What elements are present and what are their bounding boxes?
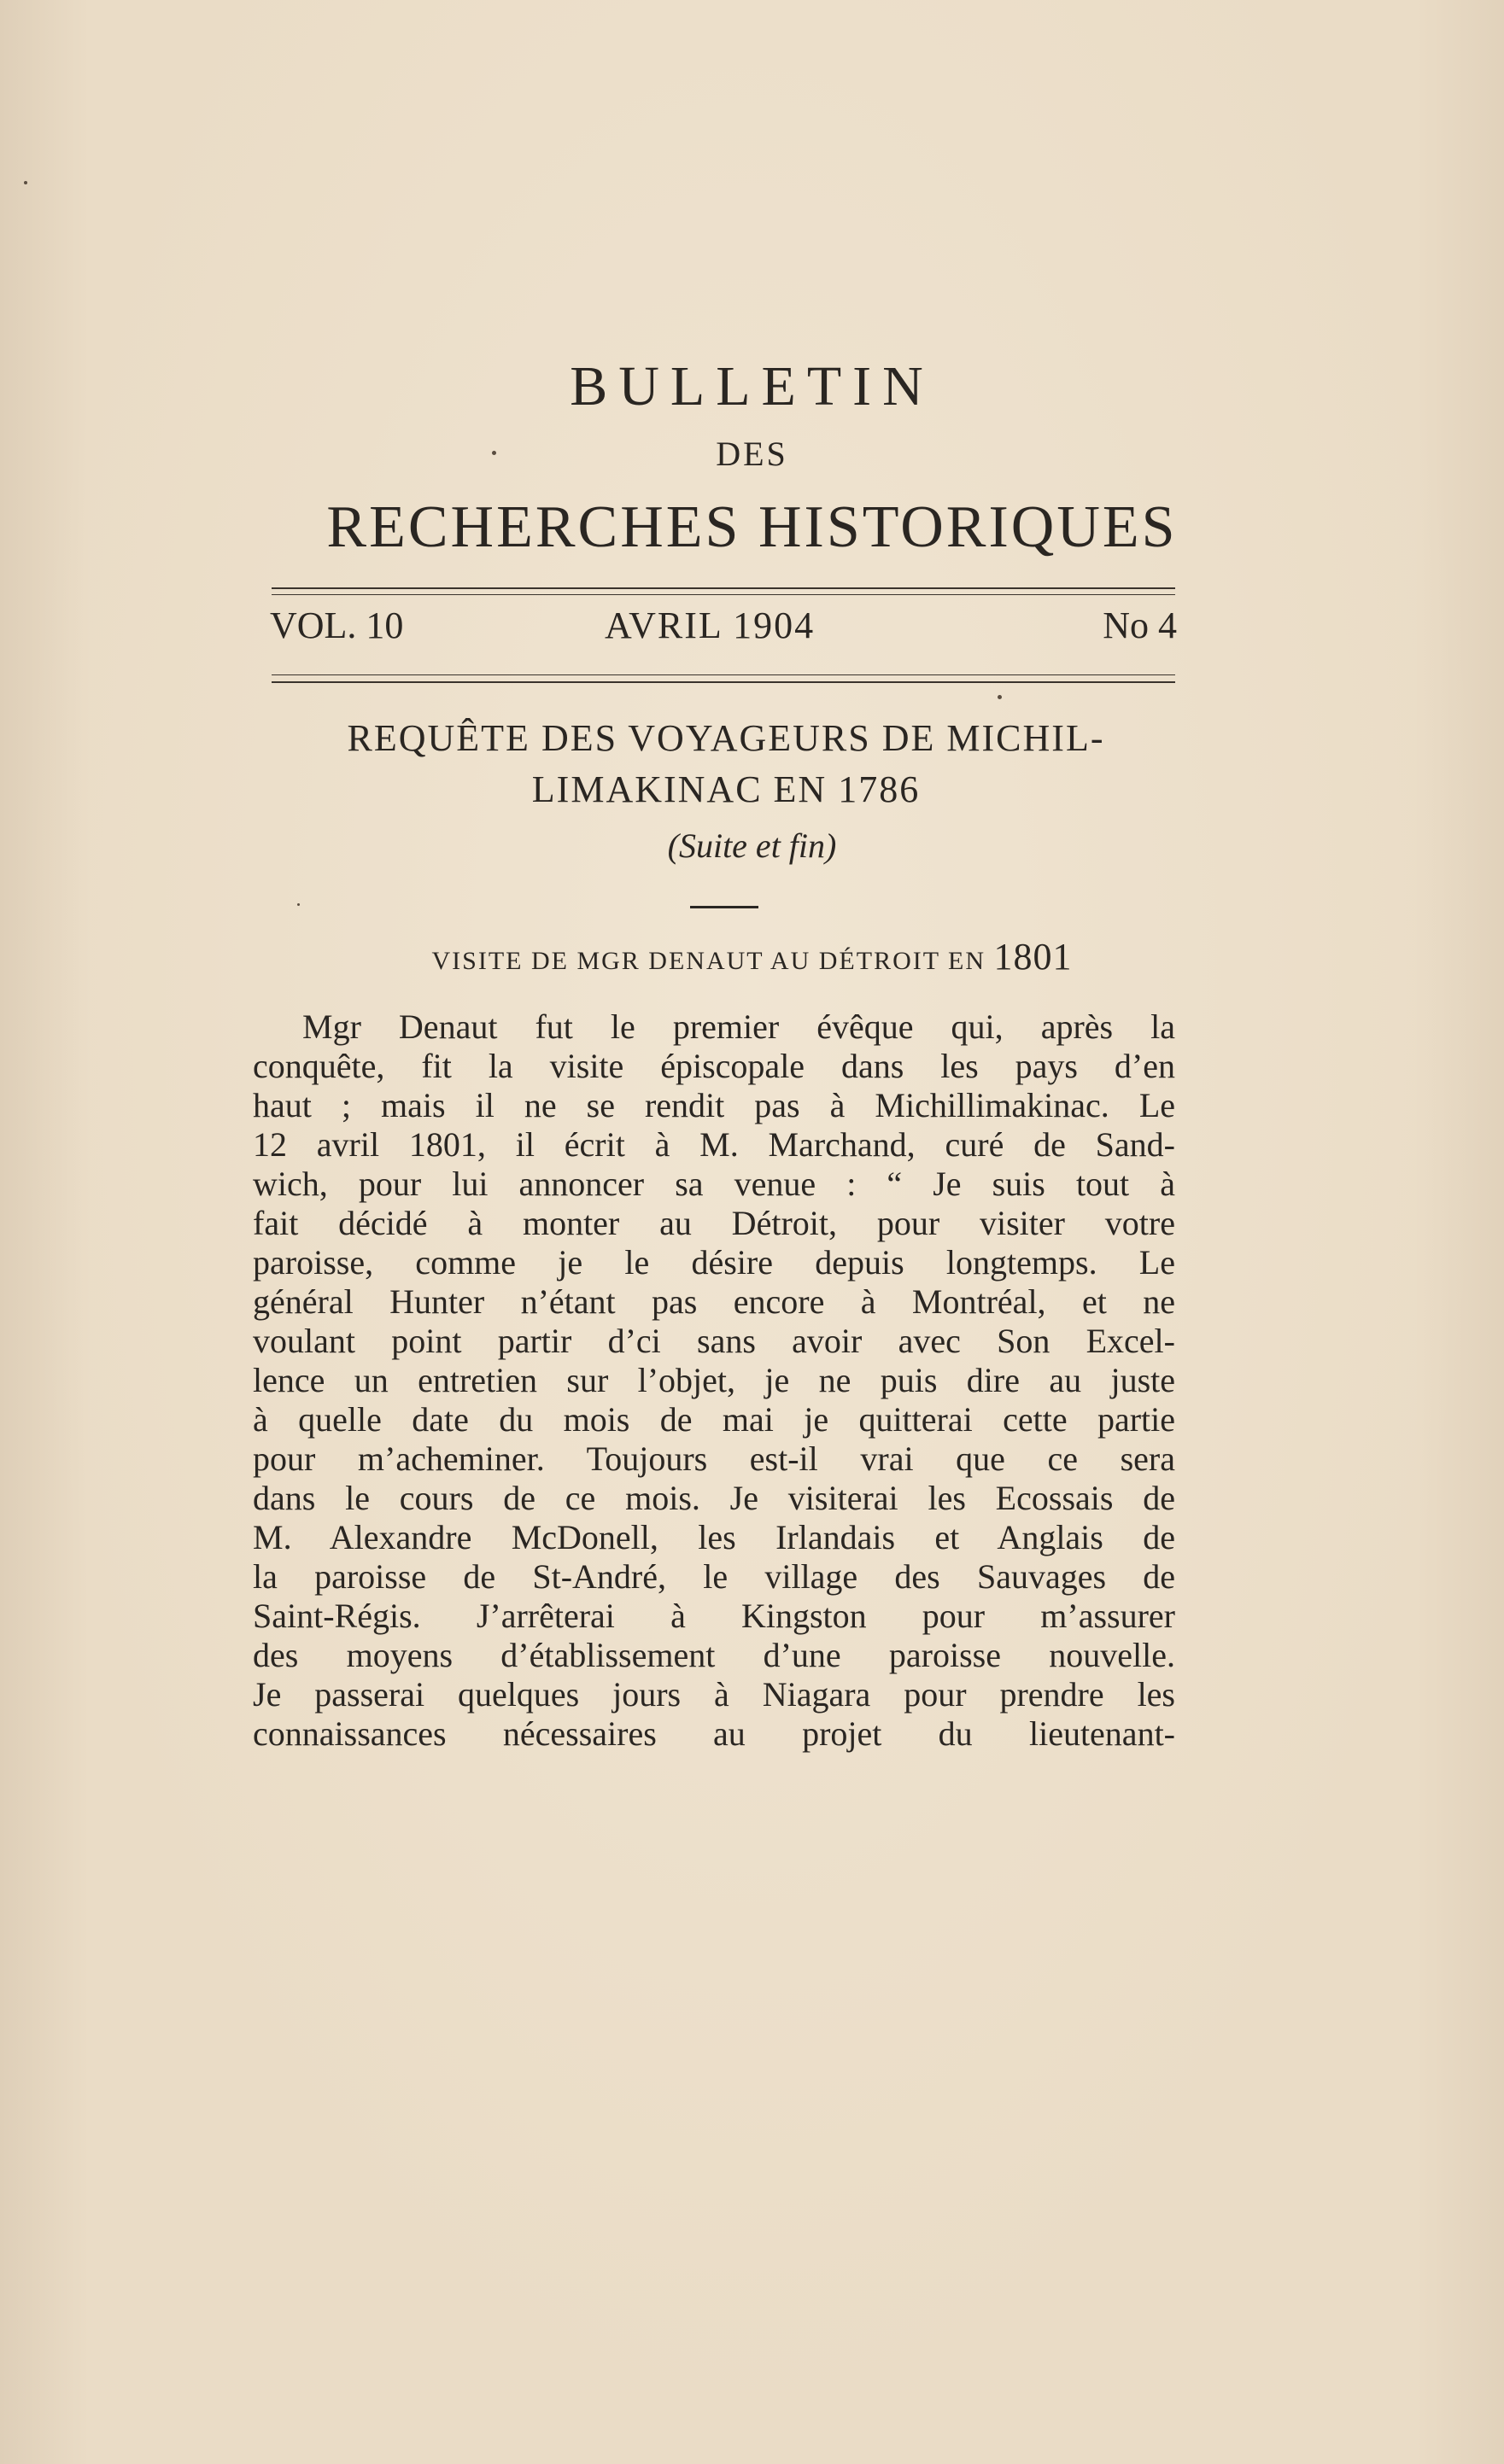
- masthead-rule-top: [272, 587, 1175, 589]
- issue-volume: VOL. 10: [270, 604, 404, 646]
- body-line: la paroisse de St-André, le village des Sauvages de: [253, 1557, 1175, 1596]
- body-line: dans le cours de ce mois. Je visiterai les Ecossais de: [253, 1479, 1175, 1517]
- paper-speck: [492, 451, 496, 455]
- article-title: [256, 713, 1196, 815]
- issue-date: AVRIL 1904: [605, 604, 816, 646]
- body-line: paroisse, comme je le désire depuis longtemps. Le: [253, 1243, 1175, 1282]
- section-heading-text: VISITE DE MGR DENAUT AU DÉTROIT EN: [431, 947, 986, 975]
- body-line: Saint-Régis. J’arrêterai à Kingston pour m’assurer: [253, 1597, 1175, 1635]
- body-line: M. Alexandre McDonell, les Irlandais et Anglais de: [253, 1518, 1175, 1556]
- masthead-des: DES: [716, 435, 788, 473]
- paper-speck: [998, 695, 1002, 699]
- body-line: connaissances nécessaires au projet du lieutenant-: [253, 1714, 1175, 1753]
- body-line: Je passerai quelques jours à Niagara pour prendre les: [253, 1675, 1175, 1714]
- body-line: conquête, fit la visite épiscopale dans les pays d’en: [253, 1047, 1175, 1085]
- body-line: fait décidé à monter au Détroit, pour visiter votre: [253, 1204, 1175, 1242]
- body-line: lence un entretien sur l’objet, je ne puis dire au juste: [253, 1361, 1175, 1399]
- issue-rule-thin: [272, 674, 1175, 675]
- body-line: Mgr Denaut fut le premier évêque qui, après la: [302, 1007, 1175, 1046]
- article-note-open: (: [667, 826, 679, 865]
- paper-speck: [24, 181, 27, 184]
- section-heading-year: 1801: [993, 936, 1073, 978]
- body-line: des moyens d’établissement d’une paroisse nouvelle.: [253, 1636, 1175, 1674]
- body-line: voulant point partir d’ci sans avoir avec Son Excel-: [253, 1322, 1175, 1360]
- paper-speck: [297, 903, 300, 906]
- masthead-title: BULLETIN: [570, 355, 934, 417]
- section-heading: [0, 935, 1504, 978]
- body-line: pour m’acheminer. Toujours est-il vrai que ce sera: [253, 1439, 1175, 1478]
- issue-line: [270, 604, 1177, 655]
- article-note: [0, 826, 1504, 866]
- body-line: wich, pour lui annoncer sa venue : “ Je suis tout à: [253, 1165, 1175, 1203]
- body-line: à quelle date du mois de mai je quitterai cette partie: [253, 1400, 1175, 1439]
- article-title-line-1: REQUÊTE DES VOYAGEURS DE MICHIL-: [347, 717, 1105, 759]
- body-paragraph: [253, 1007, 1175, 1754]
- issue-number: No 4: [1103, 604, 1177, 646]
- masthead-rule-top-thin: [272, 594, 1175, 595]
- section-separator: [690, 906, 758, 908]
- article-title-line-2: LIMAKINAC EN 1786: [531, 768, 921, 810]
- article-note-close: ): [825, 826, 837, 865]
- body-line: général Hunter n’étant pas encore à Montréal, et ne: [253, 1282, 1175, 1321]
- masthead-subtitle: RECHERCHES HISTORIQUES: [326, 494, 1178, 560]
- body-line: 12 avril 1801, il écrit à M. Marchand, curé de Sand-: [253, 1125, 1175, 1164]
- article-note-text: Suite et fin: [678, 826, 826, 865]
- body-line: haut ; mais il ne se rendit pas à Michillimakinac. Le: [253, 1086, 1175, 1124]
- issue-rule: [272, 681, 1175, 683]
